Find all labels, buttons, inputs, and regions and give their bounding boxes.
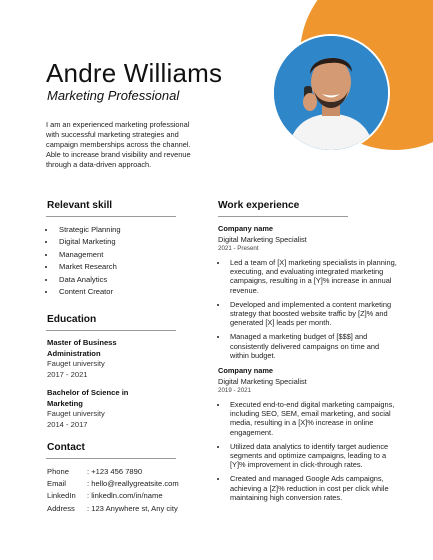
education-years: 2014 - 2017 <box>47 419 88 429</box>
job-duty: • Created and managed Google Ads campaigns, achieving a [Z]% reduction in cost per click while maintaining high conversion rates. <box>228 474 398 502</box>
contact-value: : hello@reallygreatsite.com <box>87 479 179 489</box>
candidate-role: Marketing Professional <box>47 88 180 103</box>
contact-value: : +123 456 7890 <box>87 467 143 476</box>
job-entry <box>218 224 398 360</box>
skill-item: • Strategic Planning <box>56 224 121 236</box>
job-title: Digital Marketing Specialist <box>218 377 307 387</box>
profile-photo <box>272 34 390 152</box>
contact-list <box>47 466 179 515</box>
work-divider <box>218 216 348 217</box>
education-item <box>47 388 143 430</box>
job-duty: • Managed a marketing budget of [$$$] and consistently delivered campaigns on time and within budget. <box>228 332 398 360</box>
skills-title: Relevant skill <box>47 200 113 211</box>
profile-summary: I am an experienced marketing professional with successful marketing strategies and campaign memberships across the channel. Able to increase brand visibility and revenue through a data-driven approach. <box>46 120 191 169</box>
work-title: Work experience <box>218 200 300 211</box>
contact-label: LinkedIn <box>47 491 76 501</box>
job-duties <box>218 258 398 360</box>
job-duties <box>218 400 398 502</box>
job-company: Company name <box>218 224 274 233</box>
job-duty: • Executed end-to-end digital marketing campaigns, including SEO, SEM, email marketing, and social media, resulting in a [X]% increase in online engagement. <box>228 400 398 437</box>
contact-value: : linkedln.com/in/name <box>87 491 163 501</box>
job-period: 2021 - Present <box>218 245 259 252</box>
contact-label: Phone <box>47 467 69 476</box>
skills-divider <box>46 216 176 217</box>
education-school: Fauget university <box>47 409 105 419</box>
job-period: 2019 - 2021 <box>218 387 252 395</box>
skills-list <box>46 224 121 298</box>
contact-divider <box>46 458 176 459</box>
education-item <box>47 338 137 380</box>
contact-label: Address <box>47 503 75 513</box>
job-duty: • Led a team of [X] marketing specialists in planning, executing, and evaluating integrated marketing campaigns, resulting in a [Y]% increase in annual revenue. <box>228 258 398 295</box>
contact-email <box>47 478 179 490</box>
skill-item: • Management <box>56 249 121 261</box>
contact-linkedin <box>47 490 179 502</box>
contact-address <box>47 503 179 515</box>
job-company: Company name <box>218 366 274 376</box>
skill-item: • Digital Marketing <box>56 236 121 248</box>
contact-phone <box>47 466 179 478</box>
education-school: Fauget university <box>47 359 105 369</box>
job-title: Digital Marketing Specialist <box>218 235 307 244</box>
contact-title: Contact <box>47 442 85 453</box>
job-duty: • Utilized data analytics to identify target audience segments and optimize campaigns, leading to a [Y]% improvement in click-through rates. <box>228 442 398 470</box>
education-years: 2017 - 2021 <box>47 369 88 379</box>
skill-item: • Data Analytics <box>56 274 121 286</box>
education-degree: Bachelor of Science in Marketing <box>47 388 129 408</box>
job-duty: • Developed and implemented a content marketing strategy that boosted website traffic by [Z]% and generated [X] leads per month. <box>228 300 398 328</box>
portrait-illustration <box>274 36 388 150</box>
work-experience-list <box>218 224 398 507</box>
education-divider <box>46 330 176 331</box>
education-degree: Master of Business Administration <box>47 338 117 358</box>
skill-item: • Market Research <box>56 261 121 273</box>
skill-item: • Content Creator <box>56 286 121 298</box>
job-entry <box>218 366 398 502</box>
contact-label: Email <box>47 479 66 489</box>
contact-value: : 123 Anywhere st, Any city <box>87 503 178 513</box>
education-title: Education <box>47 314 97 325</box>
candidate-name: Andre Williams <box>46 58 223 88</box>
